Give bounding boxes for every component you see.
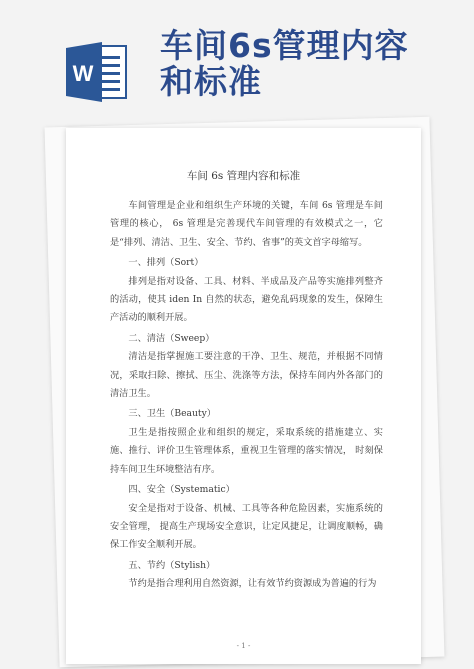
document-page xyxy=(66,128,421,664)
paragraph: 安全是指对于设备、机械、工具等各种危险因素，实施系统的安全管理， 提高生产现场安全意识，让定风捷足，让调度顺畅，确保工作安全顺利开展。 xyxy=(110,502,383,551)
paragraph: 清洁是指掌握施工要注意的干净、卫生、规范，并根据不同情况，采取扫除、擦拭、压尘、洗涤等方法，保持车间内外各部门的清洁卫生。 xyxy=(110,351,383,400)
title-line-1: 车间6s管理内容 xyxy=(160,26,409,65)
section-heading: 二、清洁（Sweep） xyxy=(128,332,215,344)
header xyxy=(0,0,474,112)
page-title xyxy=(160,28,460,100)
section-heading: 三、卫生（Beauty） xyxy=(128,408,216,420)
paragraph: 节约是指合理利用自然资源，让有效节约资源成为普遍的行为 xyxy=(128,578,377,590)
svg-text:W: W xyxy=(72,61,94,86)
paragraph: 卫生是指按照企业和组织的规定，采取系统的措施建立、实施、推行、评价卫生管理体系，重视卫生管理的落实情况， 时刻保持车间卫生环境整洁有序。 xyxy=(110,426,383,475)
section-heading: 一、排列（Sort） xyxy=(128,257,204,269)
paragraph: 车间管理是企业和组织生产环境的关键，车间 6s 管理是车间管理的核心， 6s 管理是完善现代车间管理的有效模式之一，它是“排列、清洁、卫生、安全、节约、省事”的英文首字母缩写。 xyxy=(110,200,383,248)
title-line-2: 和标准 xyxy=(160,62,262,101)
section-heading: 五、节约（Stylish） xyxy=(128,559,216,571)
paragraph: 排列是指对设备、工具、材料、半成品及产品等实施排列整齐的活动，使其 iden In 自然的状态，避免乱码现象的发生，保障生产活动的顺利开展。 xyxy=(110,275,383,324)
document-title: 车间 6s 管理内容和标准 xyxy=(186,170,301,182)
section-heading: 四、安全（Systematic） xyxy=(128,484,235,496)
page-number: - 1 - xyxy=(236,642,251,650)
document-body xyxy=(66,197,421,594)
word-document-icon xyxy=(66,40,128,104)
